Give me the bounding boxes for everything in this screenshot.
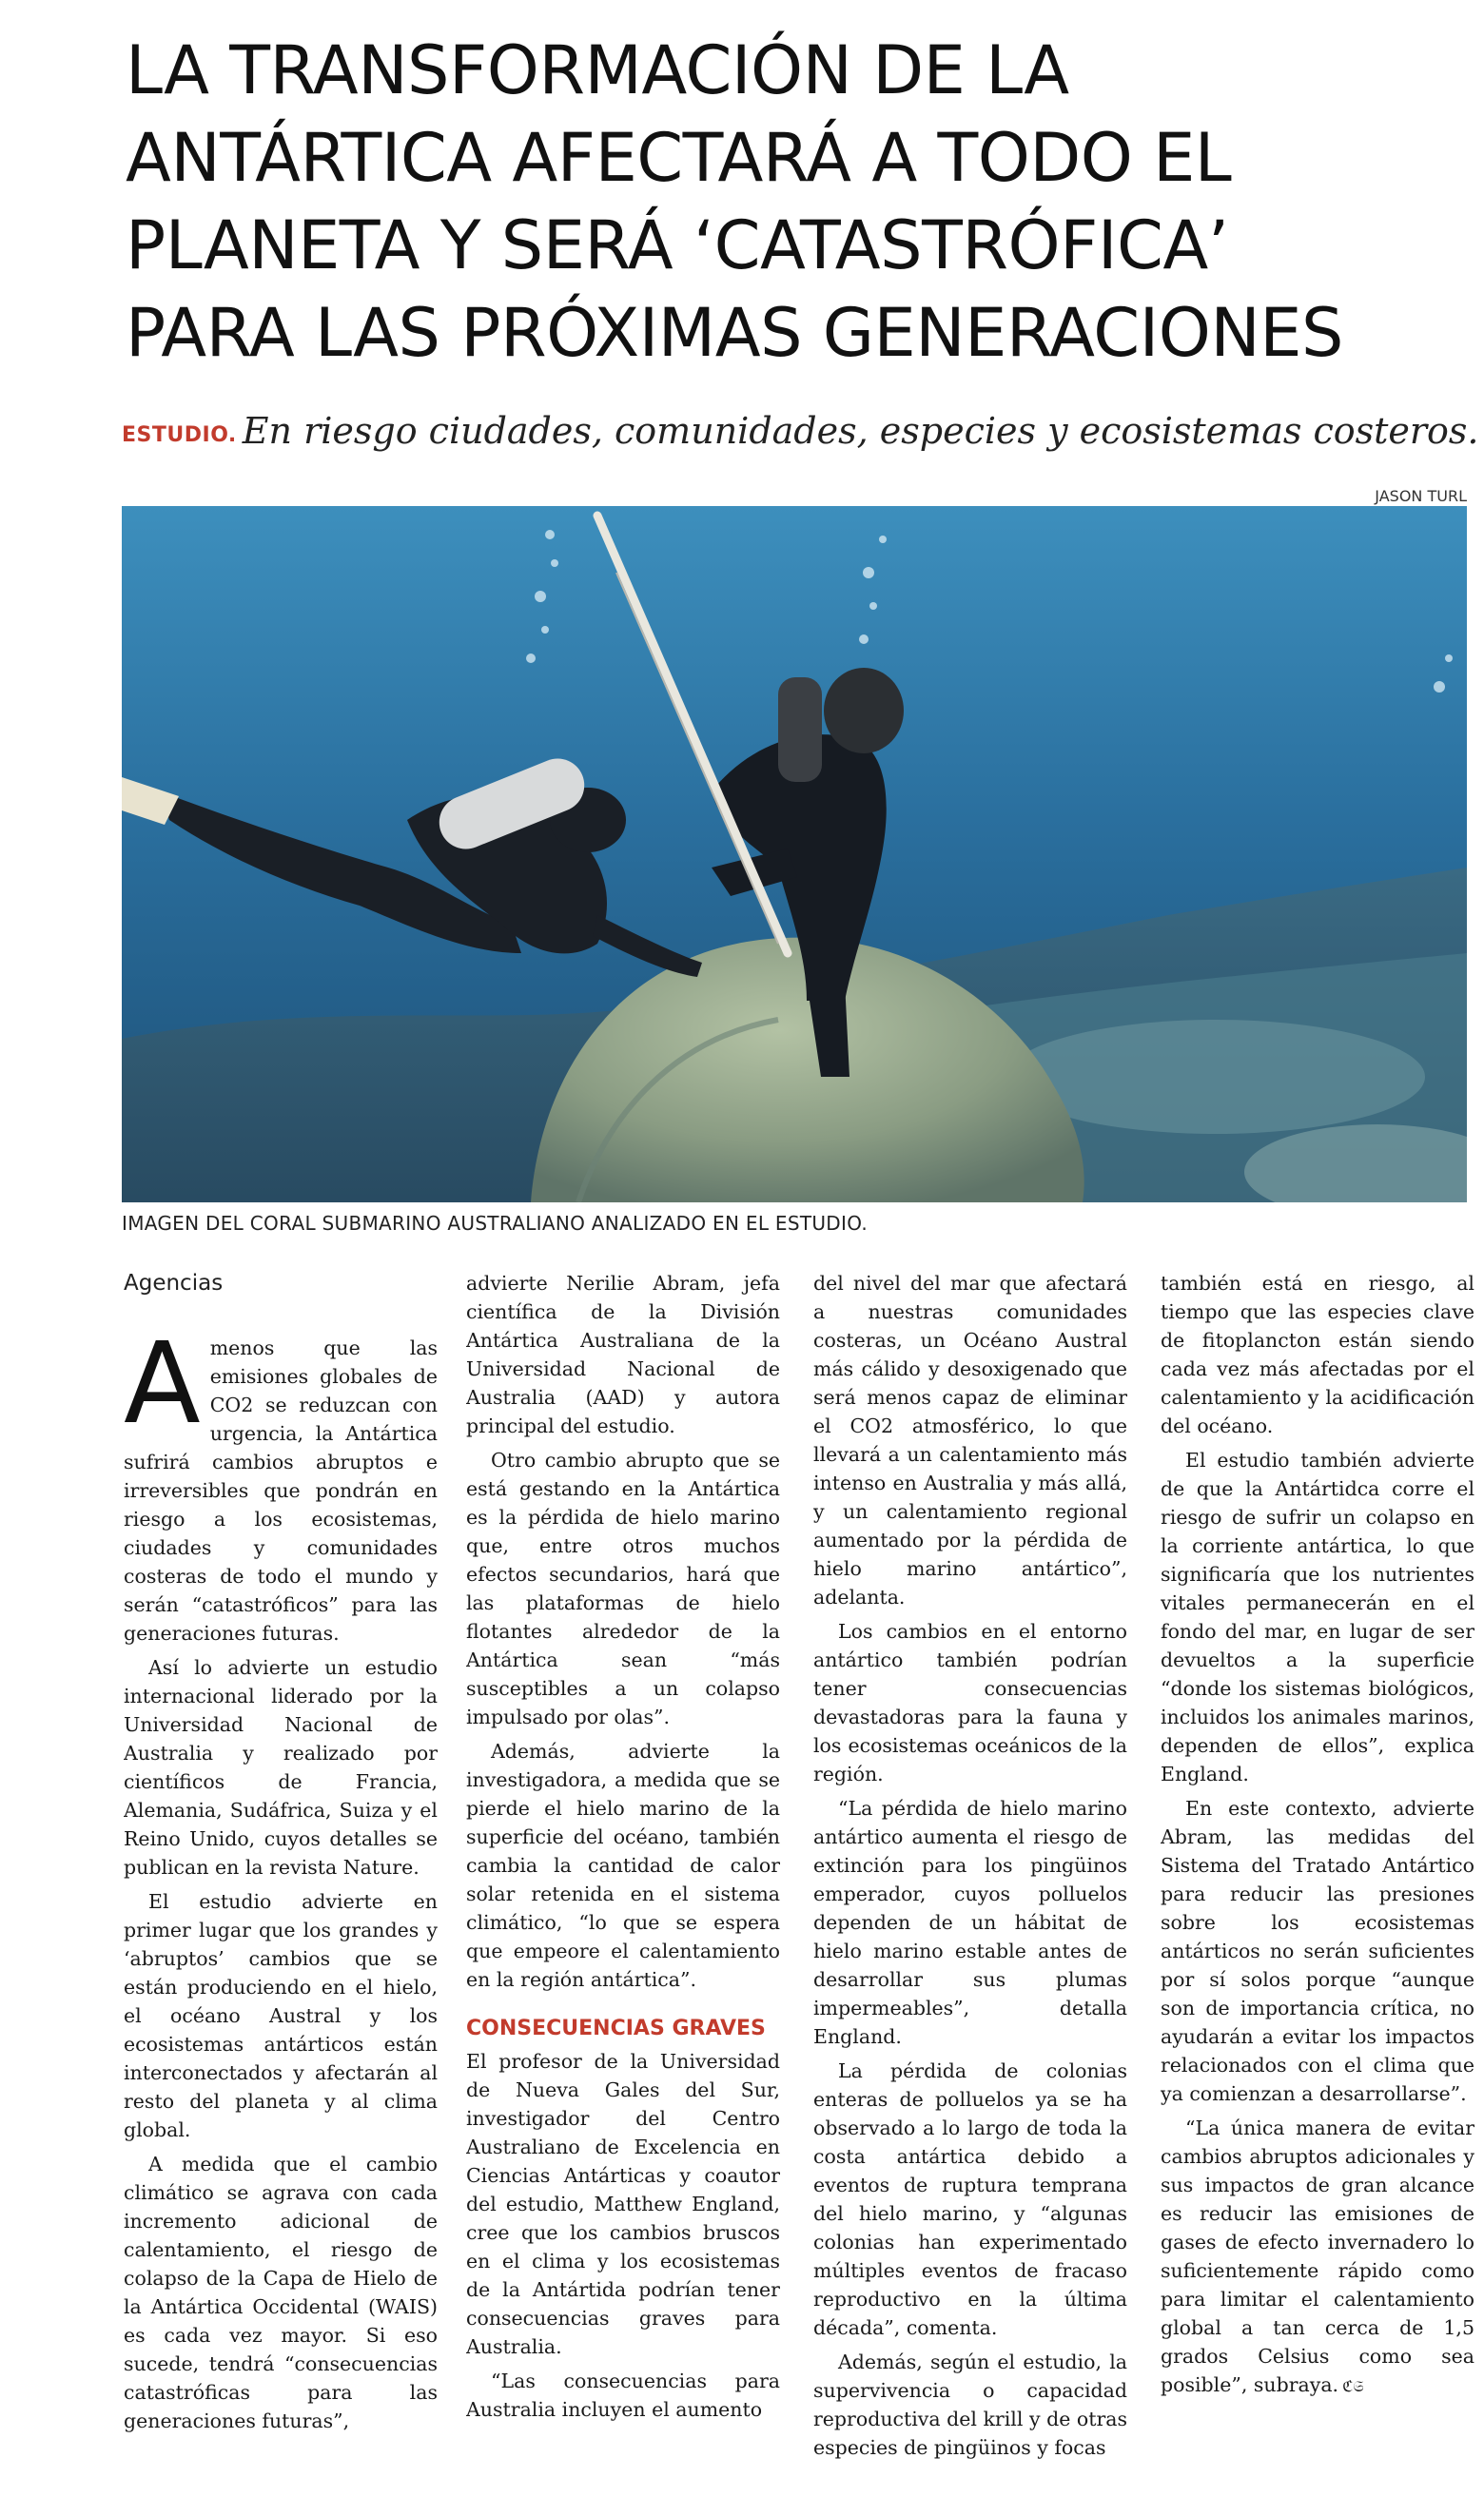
article-column-3 [813,1269,1127,2491]
section-kicker: ESTUDIO. [122,423,237,447]
deck-text: En riesgo ciudades, comunidades, especies y ecosistemas costeros. [242,410,1479,452]
paragraph: Los cambios en el entorno antártico también podrían tener consecuencias devastadoras para la fauna y los ecosistemas oceánicos de la región. [813,1620,1127,1785]
paragraph [1161,2114,1474,2401]
paragraph-text: “La única manera de evitar cambios abruptos adicionales y sus impactos de gran alcance es reducir las emisiones de gases de efecto invernadero lo suficientemente rápido como para limitar el calentamiento global a tan cerca de 1,5 grados Celsius como sea posible”, subraya. [1161,2117,1474,2396]
headline [126,27,1457,377]
dropcap: A [124,1317,201,1449]
paragraph: “Las consecuencias para Australia incluyen el aumento [466,2370,780,2421]
headline-line: LA TRANSFORMACIÓN DE LA [126,31,1069,109]
paragraph: del nivel del mar que afectará a nuestras comunidades costeras, un Océano Austral más cálido y desoxigenado que será menos capaz de eliminar el CO2 atmosférico, lo que llevará a un calentamiento más intenso en Australia y más allá, y un calentamiento regional aumentado por la pérdida de hielo marino antártico”, adelanta. [813,1272,1127,1609]
photo-credit: JASON TURL [1375,487,1467,505]
underwater-scene-illustration [122,506,1467,1202]
paragraph: “La pérdida de hielo marino antártico aumenta el riesgo de extinción para los pingüinos emperador, cuyos polluelos dependen de un hábitat de hielo marino estable antes de desarrollar sus plumas impermeables”, detalla England. [813,1797,1127,2048]
article-column-1 [124,1269,438,2491]
paragraph-text: menos que las emisiones globales de CO2 se reduzcan con urgencia, la Antártica sufrirá cambios abruptos e irreversibles que pondrán en riesgo a los ecosistemas, ciudades y comunidades costeras de todo el mundo y serán “catastróficos” para las generaciones futuras. [124,1336,438,1645]
headline-line: ANTÁRTICA AFECTARÁ A TODO EL [126,119,1232,197]
article-photo [122,506,1467,1202]
headline-line: PARA LAS PRÓXIMAS GENERACIONES [126,294,1343,372]
article-column-4 [1161,1269,1474,2491]
subheadline [122,409,1479,458]
paragraph: Además, según el estudio, la supervivencia o capacidad reproductiva del krill y de otras especies de pingüinos y focas [813,2351,1127,2459]
paragraph: Así lo advierte un estudio internacional liderado por la Universidad Nacional de Australia y realizado por científicos de Francia, Alemania, Sudáfrica, Suiza y el Reino Unido, cuyos detalles se publican en la revista Nature. [124,1656,438,1879]
paragraph: Además, advierte la investigadora, a medida que se pierde el hielo marino de la superficie del océano, también cambia la cantidad de calor solar retenida en el sistema climático, “lo que se espera que empeore el calentamiento en la región antártica”. [466,1740,780,1991]
paragraph: advierte Nerilie Abram, jefa científica de la División Antártica Australiana de la Universidad Nacional de Australia (AAD) y autora principal del estudio. [466,1272,780,1437]
paragraph: El estudio también advierte de que la Antártidca corre el riesgo de sufrir un colapso en la corriente antártica, lo que significaría que los nutrientes vitales permanecerán en el fondo del mar, en lugar de ser devueltos a la superficie “donde los sistemas biológicos, incluidos los animales marinos, dependen de ellos”, explica England. [1161,1449,1474,1785]
paragraph: El profesor de la Universidad de Nueva Gales del Sur, investigador del Centro Australiano de Excelencia en Ciencias Antárticas y coautor del estudio, Matthew England, cree que los cambios bruscos en el clima y los ecosistemas de la Antártida podrían tener consecuencias graves para Australia. [466,2050,780,2358]
article-column-2 [466,1269,780,2491]
paragraph: El estudio advierte en primer lugar que los grandes y ‘abruptos’ cambios que se están produciendo en el hielo, el océano Austral y los ecosistemas antárticos están interconectados y afectarán al resto del planeta y al clima global. [124,1890,438,2141]
paragraph: A medida que el cambio climático se agrava con cada incremento adicional de calentamiento, el riesgo de colapso de la Capa de Hielo de la Antártica Occidental (WAIS) es cada vez mayor. Si eso sucede, tendrá “consecuencias catastróficas para las generaciones futuras”, [124,2153,438,2432]
photo-caption: IMAGEN DEL CORAL SUBMARINO AUSTRALIANO ANALIZADO EN EL ESTUDIO. [122,1212,869,1235]
paragraph: La pérdida de colonias enteras de polluelos ya se ha observado a lo largo de toda la costa antártica debido a eventos de ruptura temprana del hielo marino, y “algunas colonias han experimentado múltiples eventos de fracaso reproductivo en la última década”, comenta. [813,2059,1127,2339]
paragraph: también está en riesgo, al tiempo que las especies clave de fitoplancton están siendo cada vez más afectadas por el calentamiento y la acidificación del océano. [1161,1272,1474,1437]
end-mark: ℭ𝔖 [1342,2377,1364,2395]
paragraph: En este contexto, advierte Abram, las medidas del Sistema del Tratado Antártico para reducir las presiones sobre los ecosistemas antárticos no serán suficientes por sí solos porque “aunque son de importancia crítica, no ayudarán a evitar los impactos relacionados con el clima que ya comienzan a desarrollarse”. [1161,1797,1474,2105]
paragraph [124,1317,438,1648]
headline-line: PLANETA Y SERÁ ‘CATASTRÓFICA’ [126,206,1229,284]
paragraph: Otro cambio abrupto que se está gestando en la Antártica es la pérdida de hielo marino que, entre otros muchos efectos secundarios, hará que las plataformas de hielo flotantes alrededor de la Antártica sean “más susceptibles a un colapso impulsado por olas”. [466,1449,780,1728]
section-heading: CONSECUENCIAS GRAVES [466,2017,766,2040]
byline: Agencias [124,1271,224,1296]
